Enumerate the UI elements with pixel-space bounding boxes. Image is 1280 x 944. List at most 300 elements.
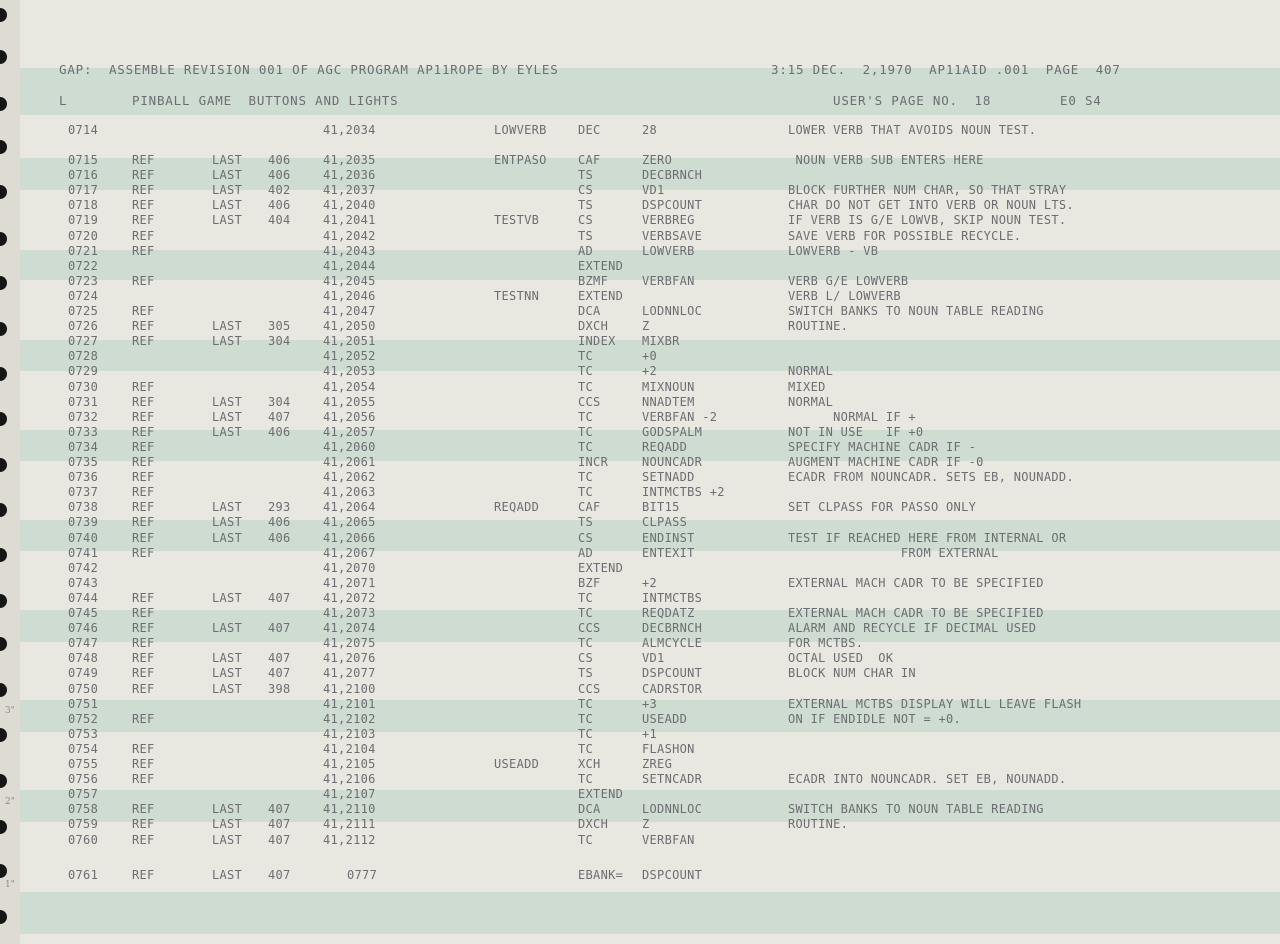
comment: ECADR INTO NOUNCADR. SET EB, NOUNADD. bbox=[788, 772, 1067, 787]
opcode: TC bbox=[578, 349, 594, 364]
line-number: 0743 bbox=[68, 575, 99, 590]
location: 41,2041 bbox=[323, 213, 376, 228]
location: 41,2062 bbox=[323, 470, 376, 485]
line-number: 0729 bbox=[68, 364, 99, 379]
tractor-feed-hole bbox=[0, 728, 7, 742]
operand: DSPCOUNT bbox=[642, 198, 703, 213]
header-l-marker: L bbox=[59, 93, 68, 108]
comment: CHAR DO NOT GET INTO VERB OR NOUN LTS. bbox=[788, 198, 1074, 213]
location: 41,2103 bbox=[323, 726, 376, 741]
symbol-label: REQADD bbox=[494, 500, 540, 515]
opcode: TC bbox=[578, 726, 594, 741]
header-section-title: PINBALL GAME BUTTONS AND LIGHTS bbox=[132, 93, 399, 108]
last-page: 407 bbox=[268, 409, 291, 424]
ref-keyword: REF bbox=[132, 198, 155, 213]
comment: FOR MCTBS. bbox=[788, 636, 864, 651]
last-page: 406 bbox=[268, 153, 291, 167]
location: 41,2052 bbox=[323, 349, 376, 364]
header-line-2 bbox=[20, 93, 1102, 108]
comment: VERB G/E LOWVERB bbox=[788, 273, 909, 288]
comment: AUGMENT MACHINE CADR IF -0 bbox=[788, 455, 984, 469]
last-page: 304 bbox=[268, 394, 291, 409]
ref-keyword: REF bbox=[132, 273, 155, 288]
location: 41,2104 bbox=[323, 741, 376, 756]
line-number: 0726 bbox=[68, 319, 99, 334]
location: 41,2047 bbox=[323, 304, 376, 318]
line-number: 0753 bbox=[68, 726, 99, 741]
operand: REQDATZ bbox=[642, 606, 695, 620]
line-number: 0716 bbox=[68, 168, 99, 183]
printout-page bbox=[20, 0, 1280, 944]
opcode: TC bbox=[578, 364, 594, 379]
location: 41,2111 bbox=[323, 817, 376, 832]
operand: ENTEXIT bbox=[642, 545, 695, 560]
ref-keyword: REF bbox=[132, 243, 155, 258]
last-page: 407 bbox=[268, 651, 291, 666]
symbol-label: ENTPASO bbox=[494, 153, 547, 167]
location: 0777 bbox=[347, 868, 378, 882]
tractor-feed-hole bbox=[0, 50, 7, 64]
header-user-page: USER'S PAGE NO. 18 bbox=[833, 93, 992, 108]
line-number: 0759 bbox=[68, 817, 99, 832]
last-page: 398 bbox=[268, 681, 291, 696]
ref-keyword: REF bbox=[132, 470, 155, 485]
last-keyword: LAST bbox=[212, 681, 243, 696]
opcode: EXTEND bbox=[578, 258, 624, 273]
opcode: TC bbox=[578, 741, 594, 756]
opcode: CS bbox=[578, 213, 594, 228]
location: 41,2046 bbox=[323, 288, 376, 303]
line-number: 0734 bbox=[68, 439, 99, 454]
ref-keyword: REF bbox=[132, 439, 155, 454]
opcode: INCR bbox=[578, 455, 609, 469]
location: 41,2051 bbox=[323, 334, 376, 349]
comment: VERB L/ LOWVERB bbox=[788, 288, 901, 303]
operand: INTMCTBS +2 bbox=[642, 485, 725, 500]
symbol-label: LOWVERB bbox=[494, 123, 547, 137]
operand: VD1 bbox=[642, 651, 665, 666]
opcode: DXCH bbox=[578, 817, 609, 832]
operand: BIT15 bbox=[642, 500, 680, 515]
last-page: 304 bbox=[268, 334, 291, 349]
comment: SAVE VERB FOR POSSIBLE RECYCLE. bbox=[788, 228, 1022, 243]
location: 41,2043 bbox=[323, 243, 376, 258]
location: 41,2055 bbox=[323, 394, 376, 409]
ref-keyword: REF bbox=[132, 772, 155, 787]
last-keyword: LAST bbox=[212, 424, 243, 439]
tractor-feed-hole bbox=[0, 97, 7, 111]
operand: LOWVERB bbox=[642, 243, 695, 258]
ref-keyword: REF bbox=[132, 590, 155, 605]
line-number: 0738 bbox=[68, 500, 99, 515]
location: 41,2110 bbox=[323, 802, 376, 817]
comment: SET CLPASS FOR PASSO ONLY bbox=[788, 500, 977, 515]
line-number: 0735 bbox=[68, 455, 99, 469]
ref-keyword: REF bbox=[132, 153, 155, 167]
last-page: 406 bbox=[268, 515, 291, 530]
comment: IF VERB IS G/E LOWVB, SKIP NOUN TEST. bbox=[788, 213, 1067, 228]
last-page: 406 bbox=[268, 424, 291, 439]
location: 41,2064 bbox=[323, 500, 376, 515]
greenbar-band bbox=[20, 892, 1280, 934]
operand: VERBFAN bbox=[642, 273, 695, 288]
line-number: 0733 bbox=[68, 424, 99, 439]
operand: CADRSTOR bbox=[642, 681, 703, 696]
line-number: 0740 bbox=[68, 530, 99, 545]
operand: DECBRNCH bbox=[642, 168, 703, 183]
line-number: 0756 bbox=[68, 772, 99, 787]
last-page: 407 bbox=[268, 832, 291, 847]
opcode: CS bbox=[578, 651, 594, 666]
operand: +2 bbox=[642, 364, 658, 379]
ref-keyword: REF bbox=[132, 711, 155, 726]
line-number: 0752 bbox=[68, 711, 99, 726]
location: 41,2044 bbox=[323, 258, 376, 273]
location: 41,2061 bbox=[323, 455, 376, 469]
tractor-feed-hole bbox=[0, 910, 7, 924]
line-number: 0727 bbox=[68, 334, 99, 349]
line-number: 0748 bbox=[68, 651, 99, 666]
tractor-feed-hole bbox=[0, 232, 7, 246]
comment: BLOCK NUM CHAR IN bbox=[788, 666, 916, 681]
operand: +3 bbox=[642, 696, 658, 711]
location: 41,2076 bbox=[323, 651, 376, 666]
ref-keyword: REF bbox=[132, 213, 155, 228]
last-page: 402 bbox=[268, 183, 291, 198]
operand: ZREG bbox=[642, 757, 673, 771]
line-number: 0737 bbox=[68, 485, 99, 500]
ref-keyword: REF bbox=[132, 168, 155, 183]
comment: MIXED bbox=[788, 379, 826, 394]
location: 41,2035 bbox=[323, 153, 376, 167]
opcode: CS bbox=[578, 530, 594, 545]
location: 41,2053 bbox=[323, 364, 376, 379]
last-keyword: LAST bbox=[212, 334, 243, 349]
ref-keyword: REF bbox=[132, 832, 155, 847]
location: 41,2057 bbox=[323, 424, 376, 439]
comment: NOUN VERB SUB ENTERS HERE bbox=[788, 153, 984, 167]
ref-keyword: REF bbox=[132, 455, 155, 469]
location: 41,2075 bbox=[323, 636, 376, 651]
last-keyword: LAST bbox=[212, 515, 243, 530]
location: 41,2067 bbox=[323, 545, 376, 560]
symbol-label: TESTVB bbox=[494, 213, 540, 228]
operand: LODNNLOC bbox=[642, 304, 703, 318]
opcode: DXCH bbox=[578, 319, 609, 334]
symbol-label: USEADD bbox=[494, 757, 540, 771]
location: 41,2040 bbox=[323, 198, 376, 213]
ref-keyword: REF bbox=[132, 424, 155, 439]
comment: SPECIFY MACHINE CADR IF - bbox=[788, 439, 977, 454]
comment: EXTERNAL MACH CADR TO BE SPECIFIED bbox=[788, 575, 1044, 590]
opcode: DEC bbox=[578, 123, 601, 137]
line-number: 0761 bbox=[68, 868, 99, 882]
opcode: EXTEND bbox=[578, 787, 624, 802]
line-number: 0749 bbox=[68, 666, 99, 681]
location: 41,2056 bbox=[323, 409, 376, 424]
opcode: TC bbox=[578, 409, 594, 424]
operand: INTMCTBS bbox=[642, 590, 703, 605]
header-line-1 bbox=[20, 62, 1121, 77]
location: 41,2037 bbox=[323, 183, 376, 198]
ref-keyword: REF bbox=[132, 394, 155, 409]
line-number: 0728 bbox=[68, 349, 99, 364]
last-page: 406 bbox=[268, 530, 291, 545]
line-number: 0755 bbox=[68, 757, 99, 771]
last-keyword: LAST bbox=[212, 590, 243, 605]
operand: REQADD bbox=[642, 439, 688, 454]
ref-keyword: REF bbox=[132, 636, 155, 651]
ruler-mark: 2" bbox=[5, 797, 15, 807]
location: 41,2101 bbox=[323, 696, 376, 711]
operand: CLPASS bbox=[642, 515, 688, 530]
last-keyword: LAST bbox=[212, 868, 243, 882]
operand: DSPCOUNT bbox=[642, 666, 703, 681]
location: 41,2063 bbox=[323, 485, 376, 500]
tractor-feed-hole bbox=[0, 276, 7, 290]
last-keyword: LAST bbox=[212, 530, 243, 545]
location: 41,2042 bbox=[323, 228, 376, 243]
tractor-feed-hole bbox=[0, 458, 7, 472]
ref-keyword: REF bbox=[132, 485, 155, 500]
comment: EXTERNAL MACH CADR TO BE SPECIFIED bbox=[788, 606, 1044, 620]
location: 41,2107 bbox=[323, 787, 376, 802]
location: 41,2105 bbox=[323, 757, 376, 771]
ref-keyword: REF bbox=[132, 757, 155, 771]
opcode: TC bbox=[578, 772, 594, 787]
location: 41,2072 bbox=[323, 590, 376, 605]
last-keyword: LAST bbox=[212, 500, 243, 515]
tractor-feed-hole bbox=[0, 864, 7, 878]
line-number: 0742 bbox=[68, 560, 99, 575]
operand: USEADD bbox=[642, 711, 688, 726]
ref-keyword: REF bbox=[132, 802, 155, 817]
opcode: XCH bbox=[578, 757, 601, 771]
location: 41,2070 bbox=[323, 560, 376, 575]
location: 41,2050 bbox=[323, 319, 376, 334]
operand: NOUNCADR bbox=[642, 455, 703, 469]
opcode: TC bbox=[578, 590, 594, 605]
operand: ALMCYCLE bbox=[642, 636, 703, 651]
ref-keyword: REF bbox=[132, 651, 155, 666]
ref-keyword: REF bbox=[132, 606, 155, 620]
comment: BLOCK FURTHER NUM CHAR, SO THAT STRAY bbox=[788, 183, 1067, 198]
line-number: 0747 bbox=[68, 636, 99, 651]
last-keyword: LAST bbox=[212, 183, 243, 198]
tractor-feed-hole bbox=[0, 683, 7, 697]
operand: SETNCADR bbox=[642, 772, 703, 787]
ref-keyword: REF bbox=[132, 409, 155, 424]
line-number: 0715 bbox=[68, 153, 99, 167]
opcode: CCS bbox=[578, 681, 601, 696]
opcode: CAF bbox=[578, 153, 601, 167]
line-number: 0736 bbox=[68, 470, 99, 485]
comment: NOT IN USE IF +0 bbox=[788, 424, 924, 439]
last-keyword: LAST bbox=[212, 213, 243, 228]
operand: Z bbox=[642, 817, 650, 832]
line-number: 0718 bbox=[68, 198, 99, 213]
tractor-feed-hole bbox=[0, 412, 7, 426]
line-number: 0760 bbox=[68, 832, 99, 847]
operand: VERBREG bbox=[642, 213, 695, 228]
last-keyword: LAST bbox=[212, 409, 243, 424]
last-keyword: LAST bbox=[212, 168, 243, 183]
line-number: 0720 bbox=[68, 228, 99, 243]
ref-keyword: REF bbox=[132, 741, 155, 756]
opcode: EXTEND bbox=[578, 560, 624, 575]
operand: ENDINST bbox=[642, 530, 695, 545]
location: 41,2066 bbox=[323, 530, 376, 545]
comment: ECADR FROM NOUNCADR. SETS EB, NOUNADD. bbox=[788, 470, 1074, 485]
last-page: 406 bbox=[268, 198, 291, 213]
last-keyword: LAST bbox=[212, 394, 243, 409]
line-number: 0714 bbox=[68, 123, 99, 137]
operand: VD1 bbox=[642, 183, 665, 198]
tractor-feed-hole bbox=[0, 140, 7, 154]
last-keyword: LAST bbox=[212, 666, 243, 681]
last-page: 407 bbox=[268, 802, 291, 817]
last-page: 404 bbox=[268, 213, 291, 228]
ref-keyword: REF bbox=[132, 319, 155, 334]
tractor-feed-strip bbox=[0, 0, 20, 944]
operand: LODNNLOC bbox=[642, 802, 703, 817]
opcode: TC bbox=[578, 379, 594, 394]
location: 41,2106 bbox=[323, 772, 376, 787]
opcode: DCA bbox=[578, 304, 601, 318]
comment: OCTAL USED OK bbox=[788, 651, 894, 666]
opcode: TC bbox=[578, 696, 594, 711]
comment: ROUTINE. bbox=[788, 817, 849, 832]
tractor-feed-hole bbox=[0, 637, 7, 651]
location: 41,2045 bbox=[323, 273, 376, 288]
symbol-label: TESTNN bbox=[494, 288, 540, 303]
opcode: BZMF bbox=[578, 273, 609, 288]
operand: MIXBR bbox=[642, 334, 680, 349]
opcode: TS bbox=[578, 515, 594, 530]
last-page: 407 bbox=[268, 817, 291, 832]
operand: +2 bbox=[642, 575, 658, 590]
opcode: CS bbox=[578, 183, 594, 198]
ruler-mark: 3" bbox=[5, 706, 15, 716]
opcode: TC bbox=[578, 636, 594, 651]
operand: GODSPALM bbox=[642, 424, 703, 439]
ref-keyword: REF bbox=[132, 228, 155, 243]
comment: FROM EXTERNAL bbox=[788, 545, 999, 560]
last-keyword: LAST bbox=[212, 651, 243, 666]
comment: ROUTINE. bbox=[788, 319, 849, 334]
comment: NORMAL IF + bbox=[788, 409, 916, 424]
operand: DECBRNCH bbox=[642, 621, 703, 636]
tractor-feed-hole bbox=[0, 774, 7, 788]
location: 41,2074 bbox=[323, 621, 376, 636]
comment: ALARM AND RECYCLE IF DECIMAL USED bbox=[788, 621, 1037, 636]
last-keyword: LAST bbox=[212, 802, 243, 817]
comment: LOWVERB - VB bbox=[788, 243, 879, 258]
operand: NNADTEM bbox=[642, 394, 695, 409]
opcode: EBANK= bbox=[578, 868, 624, 882]
last-keyword: LAST bbox=[212, 198, 243, 213]
location: 41,2073 bbox=[323, 606, 376, 620]
location: 41,2060 bbox=[323, 439, 376, 454]
last-keyword: LAST bbox=[212, 832, 243, 847]
operand: DSPCOUNT bbox=[642, 868, 703, 882]
opcode: TS bbox=[578, 228, 594, 243]
last-page: 407 bbox=[268, 666, 291, 681]
ref-keyword: REF bbox=[132, 621, 155, 636]
last-page: 407 bbox=[268, 621, 291, 636]
comment: ON IF ENDIDLE NOT = +0. bbox=[788, 711, 962, 726]
operand: MIXNOUN bbox=[642, 379, 695, 394]
line-number: 0725 bbox=[68, 304, 99, 318]
header-date-page: 3:15 DEC. 2,1970 AP11AID .001 PAGE 407 bbox=[771, 62, 1121, 77]
ref-keyword: REF bbox=[132, 530, 155, 545]
ref-keyword: REF bbox=[132, 500, 155, 515]
last-page: 406 bbox=[268, 168, 291, 183]
comment: TEST IF REACHED HERE FROM INTERNAL OR bbox=[788, 530, 1067, 545]
last-page: 407 bbox=[268, 868, 291, 882]
line-number: 0751 bbox=[68, 696, 99, 711]
header-code: E0 S4 bbox=[1060, 93, 1102, 108]
last-keyword: LAST bbox=[212, 319, 243, 334]
operand: VERBFAN bbox=[642, 832, 695, 847]
opcode: TC bbox=[578, 424, 594, 439]
ref-keyword: REF bbox=[132, 379, 155, 394]
line-number: 0724 bbox=[68, 288, 99, 303]
line-number: 0758 bbox=[68, 802, 99, 817]
opcode: BZF bbox=[578, 575, 601, 590]
opcode: TC bbox=[578, 470, 594, 485]
ref-keyword: REF bbox=[132, 666, 155, 681]
location: 41,2065 bbox=[323, 515, 376, 530]
location: 41,2100 bbox=[323, 681, 376, 696]
tractor-feed-hole bbox=[0, 820, 7, 834]
ruler-mark: 1" bbox=[5, 880, 15, 890]
last-page: 305 bbox=[268, 319, 291, 334]
operand: SETNADD bbox=[642, 470, 695, 485]
location: 41,2112 bbox=[323, 832, 376, 847]
location: 41,2102 bbox=[323, 711, 376, 726]
last-page: 293 bbox=[268, 500, 291, 515]
line-number: 0741 bbox=[68, 545, 99, 560]
comment: NORMAL bbox=[788, 394, 834, 409]
opcode: AD bbox=[578, 545, 594, 560]
tractor-feed-hole bbox=[0, 367, 7, 381]
line-number: 0722 bbox=[68, 258, 99, 273]
opcode: CCS bbox=[578, 621, 601, 636]
ref-keyword: REF bbox=[132, 681, 155, 696]
operand: Z bbox=[642, 319, 650, 334]
operand: ZERO bbox=[642, 153, 673, 167]
location: 41,2077 bbox=[323, 666, 376, 681]
opcode: TS bbox=[578, 168, 594, 183]
tractor-feed-hole bbox=[0, 594, 7, 608]
opcode: DCA bbox=[578, 802, 601, 817]
tractor-feed-hole bbox=[0, 185, 7, 199]
operand: FLASHON bbox=[642, 741, 695, 756]
line-number: 0744 bbox=[68, 590, 99, 605]
location: 41,2034 bbox=[323, 123, 376, 137]
location: 41,2054 bbox=[323, 379, 376, 394]
line-number: 0754 bbox=[68, 741, 99, 756]
opcode: CAF bbox=[578, 500, 601, 515]
tractor-feed-hole bbox=[0, 548, 7, 562]
operand: +1 bbox=[642, 726, 658, 741]
tractor-feed-hole bbox=[0, 8, 7, 22]
line-number: 0732 bbox=[68, 409, 99, 424]
tractor-feed-hole bbox=[0, 503, 7, 517]
opcode: INDEX bbox=[578, 334, 616, 349]
opcode: TC bbox=[578, 711, 594, 726]
